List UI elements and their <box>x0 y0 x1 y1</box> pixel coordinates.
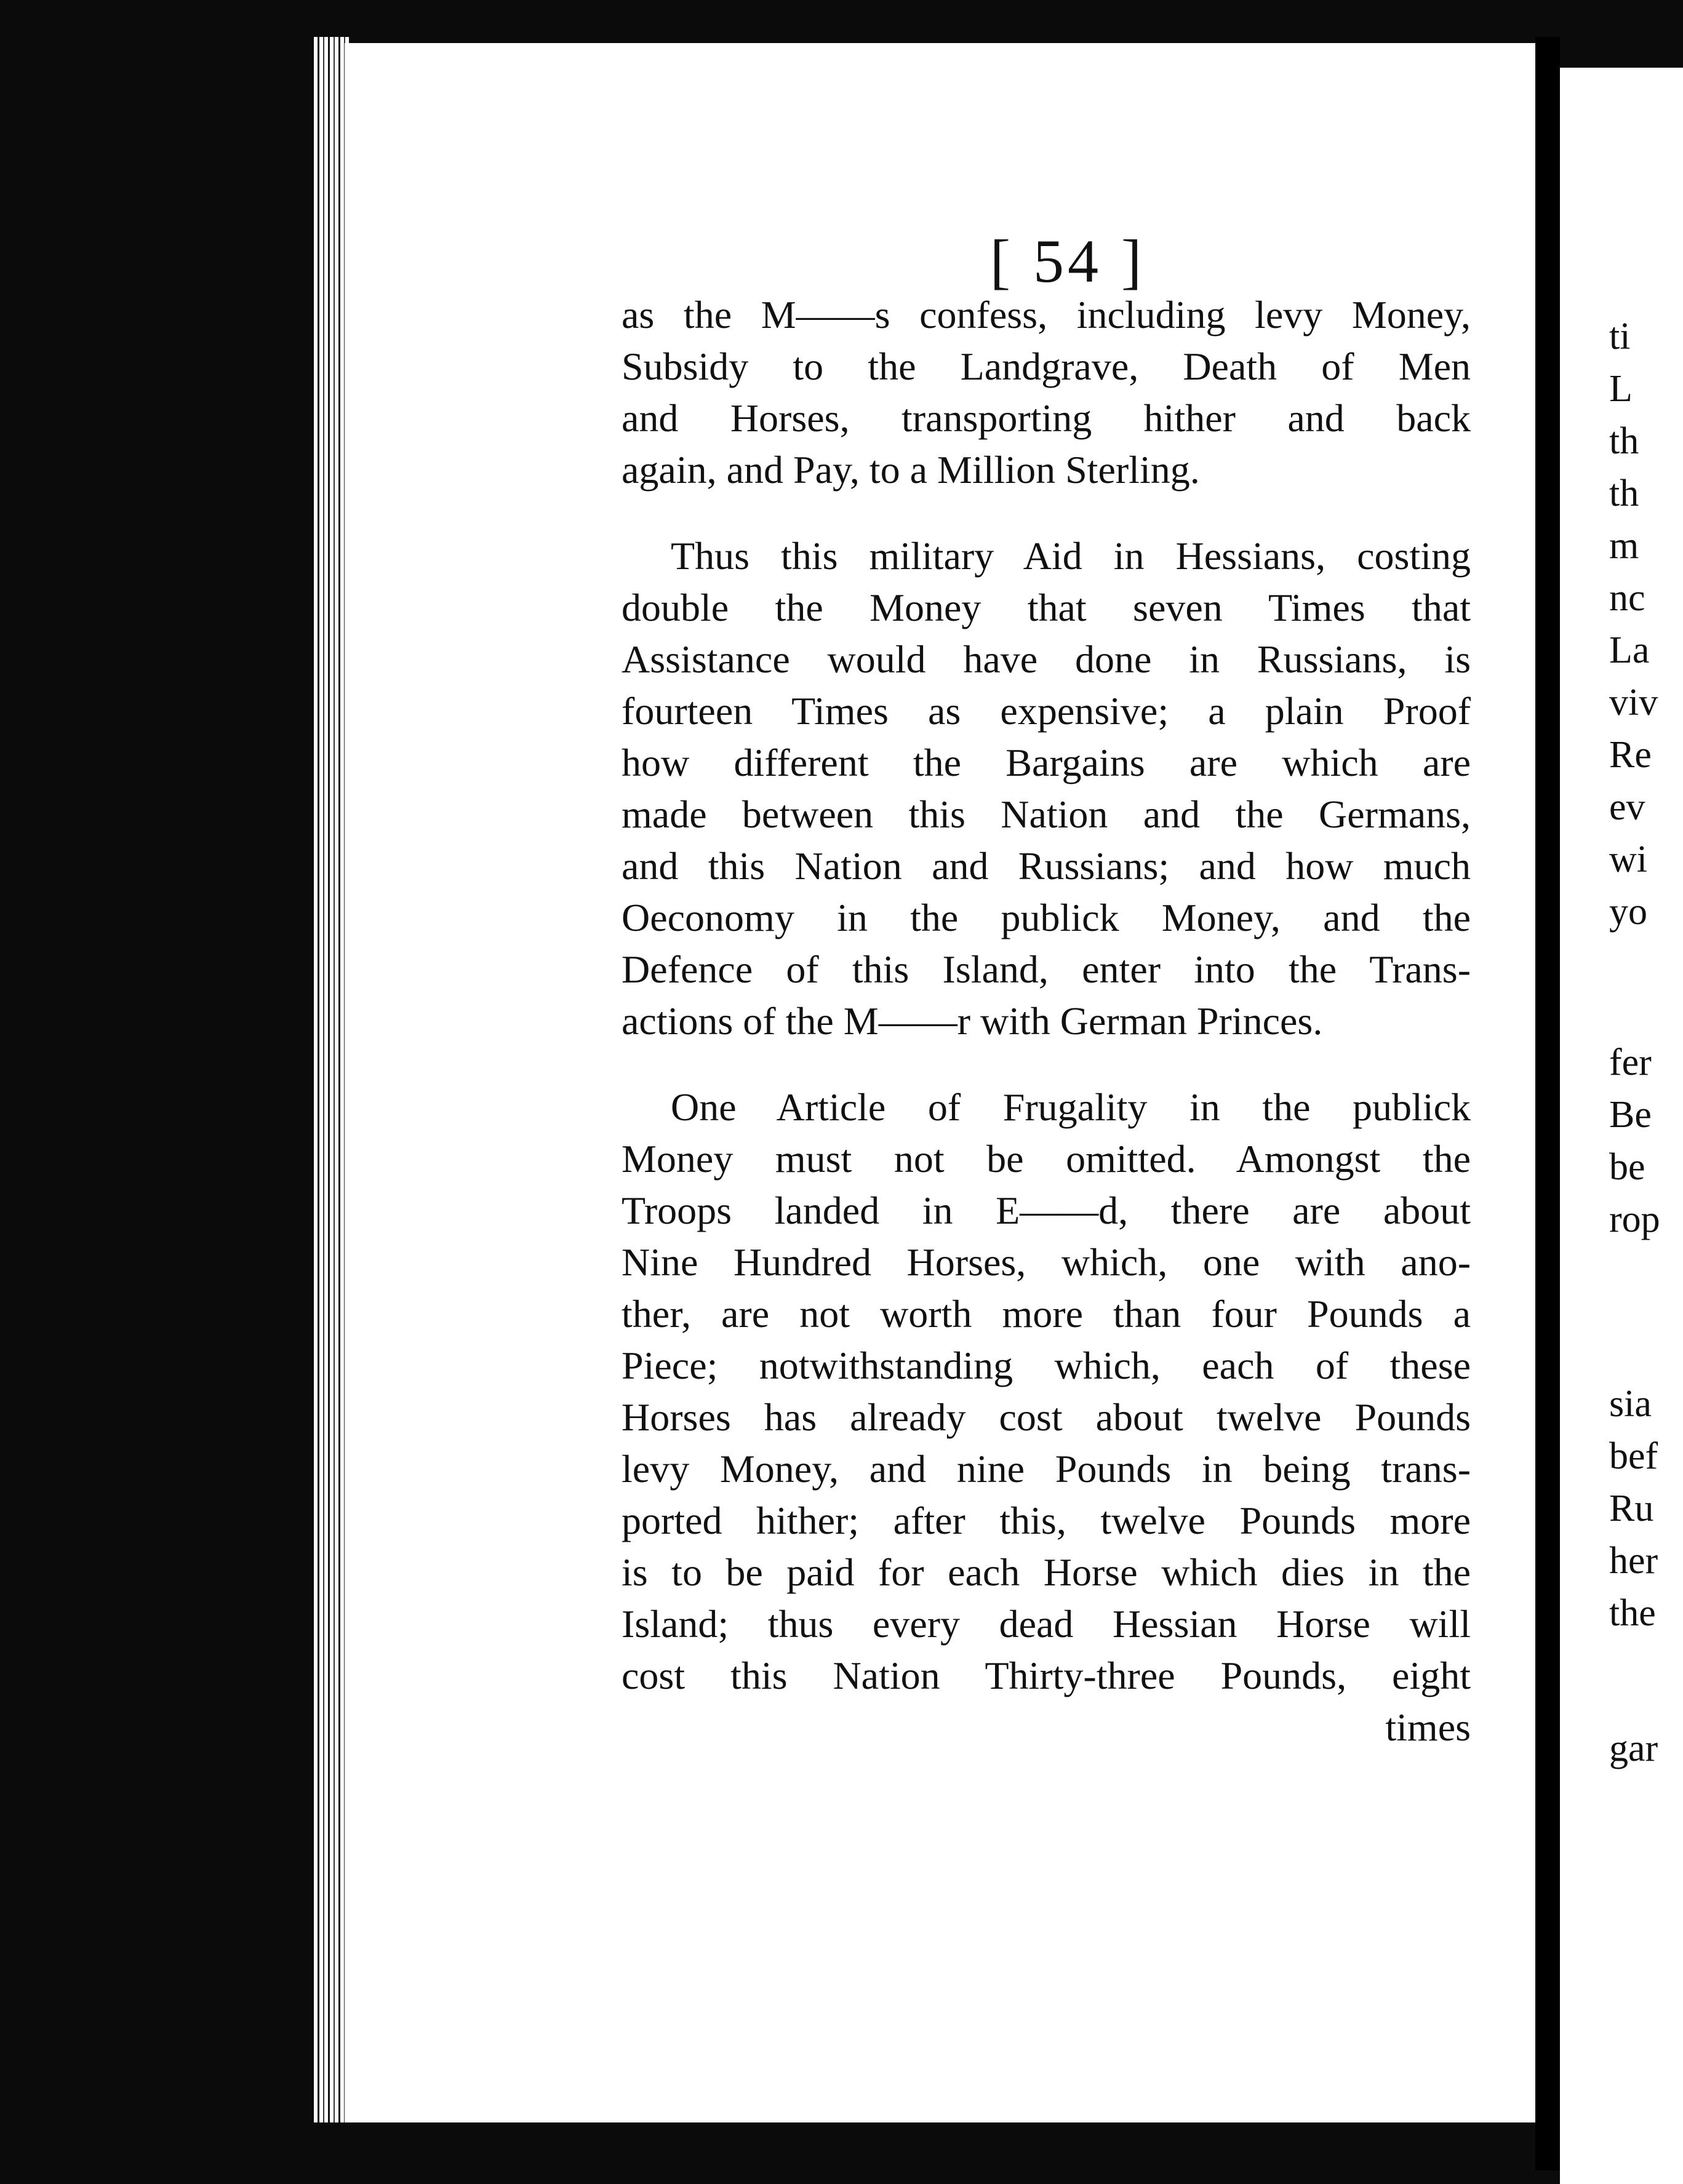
facing-page-fragment: th <box>1609 472 1639 514</box>
facing-page-fragment: rop <box>1609 1198 1660 1240</box>
facing-page-fragment: Ru <box>1609 1488 1654 1529</box>
paragraph-1 <box>622 289 1471 496</box>
text-line: how different the Bargains are which are <box>622 741 1471 784</box>
text-line: is to be paid for each Horse which dies in the <box>622 1550 1471 1594</box>
catchword: times <box>1385 1705 1471 1749</box>
text-line: levy Money, and nine Pounds in being trans- <box>622 1447 1471 1491</box>
text-line: double the Money that seven Times that <box>622 586 1471 629</box>
text-line: and Horses, transporting hither and back <box>622 396 1471 440</box>
text-line: One Article of Frugality in the publick <box>671 1085 1471 1129</box>
facing-page-fragment: th <box>1609 420 1639 462</box>
facing-page <box>1560 68 1683 2184</box>
facing-page-fragment: be <box>1609 1146 1645 1188</box>
facing-page-fragment: fer <box>1609 1042 1652 1083</box>
facing-page-fragment: the <box>1609 1592 1656 1634</box>
text-line: ther, are not worth more than four Pounds a <box>622 1292 1471 1336</box>
page-number-header: [ 54 ] <box>989 227 1146 295</box>
facing-page-fragment: ti <box>1609 316 1631 357</box>
text-line: cost this Nation Thirty-three Pounds, eight <box>622 1654 1471 1697</box>
facing-page-fragment: viv <box>1609 682 1658 723</box>
text-line: Horses has already cost about twelve Pounds <box>622 1395 1471 1439</box>
text-line: and this Nation and Russians; and how much <box>622 844 1471 888</box>
facing-page-fragment: Re <box>1609 734 1652 776</box>
text-line: again, and Pay, to a Million Sterling. <box>622 448 1200 492</box>
paragraph-3 <box>622 1082 1471 1702</box>
text-line: Defence of this Island, enter into the Trans- <box>622 947 1471 991</box>
facing-page-fragment: m <box>1609 525 1639 567</box>
facing-page-fragment: yo <box>1609 891 1647 933</box>
facing-page-fragment: La <box>1609 629 1650 671</box>
text-line: fourteen Times as expensive; a plain Proof <box>622 689 1471 733</box>
body-text <box>622 289 1471 1753</box>
text-line: actions of the M——r with German Princes. <box>622 999 1323 1043</box>
facing-page-fragment: her <box>1609 1540 1658 1582</box>
binding-gutter <box>1535 37 1560 2170</box>
facing-page-fragment: bef <box>1609 1435 1658 1477</box>
facing-page-fragment: nc <box>1609 577 1645 619</box>
facing-page-fragment: sia <box>1609 1383 1652 1425</box>
text-line: made between this Nation and the Germans, <box>622 792 1471 836</box>
text-line: Money must not be omitted. Amongst the <box>622 1137 1471 1181</box>
text-line: Troops landed in E——d, there are about <box>622 1189 1471 1232</box>
text-line: Oeconomy in the publick Money, and the <box>622 896 1471 939</box>
text-line: Assistance would have done in Russians, is <box>622 637 1471 681</box>
text-line: as the M——s confess, including levy Money, <box>622 293 1471 337</box>
text-line: ported hither; after this, twelve Pounds more <box>622 1499 1471 1542</box>
facing-page-fragment: L <box>1609 368 1633 410</box>
facing-page-fragment: gar <box>1609 1728 1658 1769</box>
facing-page-fragment: wi <box>1609 839 1647 880</box>
text-line: Nine Hundred Horses, which, one with ano- <box>622 1240 1471 1284</box>
text-line: Subsidy to the Landgrave, Death of Men <box>622 345 1471 388</box>
paragraph-2 <box>622 530 1471 1047</box>
text-line: Thus this military Aid in Hessians, costing <box>671 534 1471 578</box>
text-line: Piece; notwithstanding which, each of these <box>622 1344 1471 1387</box>
facing-page-fragment: Be <box>1609 1094 1652 1136</box>
facing-page-fragment: ev <box>1609 786 1645 828</box>
text-line: Island; thus every dead Hessian Horse will <box>622 1602 1471 1646</box>
